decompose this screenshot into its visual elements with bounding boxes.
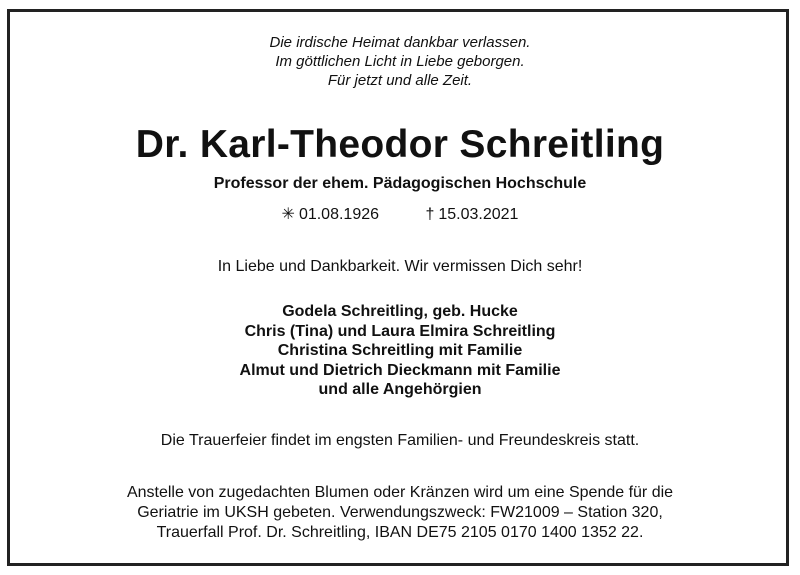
mourner-line: Christina Schreitling mit Familie xyxy=(277,342,523,359)
birth-date xyxy=(282,205,379,225)
deceased-name: Dr. Karl-Theodor Schreitling xyxy=(135,123,665,166)
mourner-line: und alle Angehörgien xyxy=(318,381,482,398)
donation-line: Geriatrie im UKSH gebeten. Verwendungszweck: FW21009 – Station 320, xyxy=(137,504,663,521)
verse-line: Im göttlichen Licht in Liebe geborgen. xyxy=(275,53,525,70)
death-cross-icon: † xyxy=(425,206,435,223)
mourner-line: Almut und Dietrich Dieckmann mit Familie xyxy=(239,361,561,379)
thanks-line: In Liebe und Dankbarkeit. Wir vermissen Dich sehr! xyxy=(217,258,583,275)
mourner-line: Chris (Tina) und Laura Elmira Schreitling xyxy=(244,322,556,340)
birth-star-icon: ✳ xyxy=(281,206,295,223)
mourner-line: Godela Schreitling, geb. Hucke xyxy=(282,303,518,320)
birth-date-value: 01.08.1926 xyxy=(298,206,380,223)
mourners-list xyxy=(0,302,800,400)
donation-note xyxy=(0,483,800,543)
memorial-verse xyxy=(0,33,800,90)
deceased-title: Professor der ehem. Pädagogischen Hochschule xyxy=(213,175,587,192)
death-date xyxy=(425,205,518,225)
verse-line: Für jetzt und alle Zeit. xyxy=(327,72,473,89)
verse-line: Die irdische Heimat dankbar verlassen. xyxy=(269,34,531,51)
death-date-value: 15.03.2021 xyxy=(438,206,519,223)
funeral-note: Die Trauerfeier findet im engsten Familien- und Freundeskreis statt. xyxy=(160,432,640,449)
donation-line: Trauerfall Prof. Dr. Schreitling, IBAN DE75 2105 0170 1400 1352 22. xyxy=(156,524,644,541)
donation-line: Anstelle von zugedachten Blumen oder Kränzen wird um eine Spende für die xyxy=(126,484,674,501)
life-dates xyxy=(0,205,800,225)
